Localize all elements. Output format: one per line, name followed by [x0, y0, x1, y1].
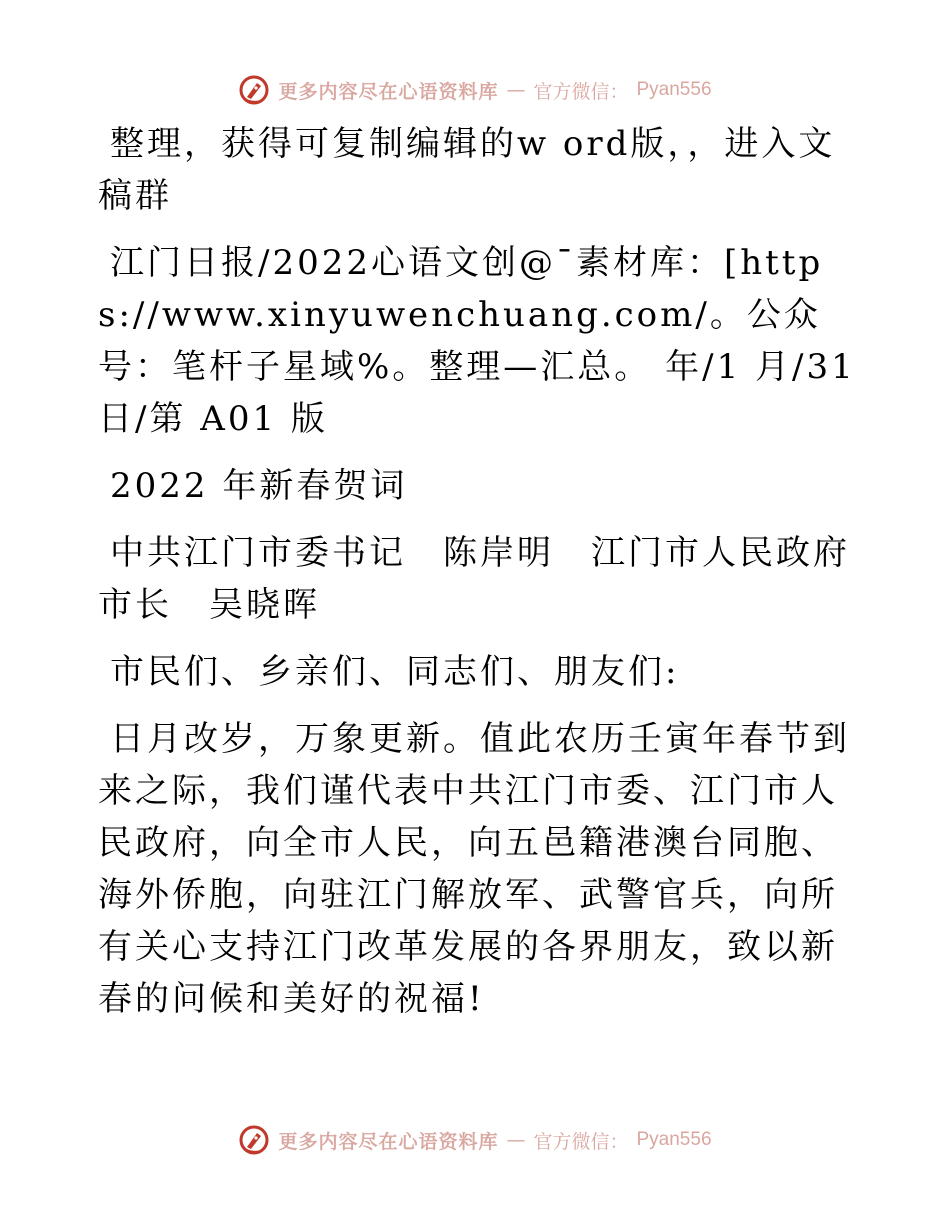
paragraph-intro: 整理，获得可复制编辑的w ord版，，进入文稿群	[98, 124, 836, 216]
paragraph-body: 日月改岁，万象更新。值此农历壬寅年春节到来之际，我们谨代表中共江门市委、江门市人民政府，向全市人民，向五邑籍港澳台同胞、海外侨胞，向驻江门解放军、武警官兵，向所有关心支持江门改革发展的各界朋友，致以新春的问候和美好的祝福!	[98, 719, 850, 1019]
page-footer	[0, 1122, 950, 1158]
paragraph-title: 2022 年新春贺词	[110, 466, 408, 506]
paragraph-source: 江门日报/2022心语文创@¯素材库：[https://www.xinyuwenchuang.com/。公众号：笔杆子星域%。整理—汇总。 年/1 月/31 日/第 A01 版	[98, 243, 856, 439]
header-wechat-id: Pyan556	[636, 79, 712, 100]
pen-nib-circle-icon	[238, 74, 270, 106]
paragraph-greeting: 市民们、乡亲们、同志们、朋友们:	[110, 652, 680, 692]
pen-nib-circle-icon	[238, 1124, 270, 1156]
footer-separator: —	[506, 1129, 526, 1151]
header-banner-text: 更多内容尽在心语资料库	[278, 80, 499, 103]
paragraph-authors: 中共江门市委书记 陈岸明 江门市人民政府市长 吴晓晖	[98, 533, 850, 625]
footer-wechat-label: 官方微信：	[533, 1130, 629, 1153]
header-separator: —	[506, 79, 526, 101]
document-body	[98, 118, 858, 1040]
footer-banner-text: 更多内容尽在心语资料库	[278, 1130, 499, 1153]
page-header	[0, 72, 950, 108]
header-wechat-label: 官方微信：	[533, 80, 629, 103]
footer-wechat-id: Pyan556	[636, 1129, 712, 1150]
